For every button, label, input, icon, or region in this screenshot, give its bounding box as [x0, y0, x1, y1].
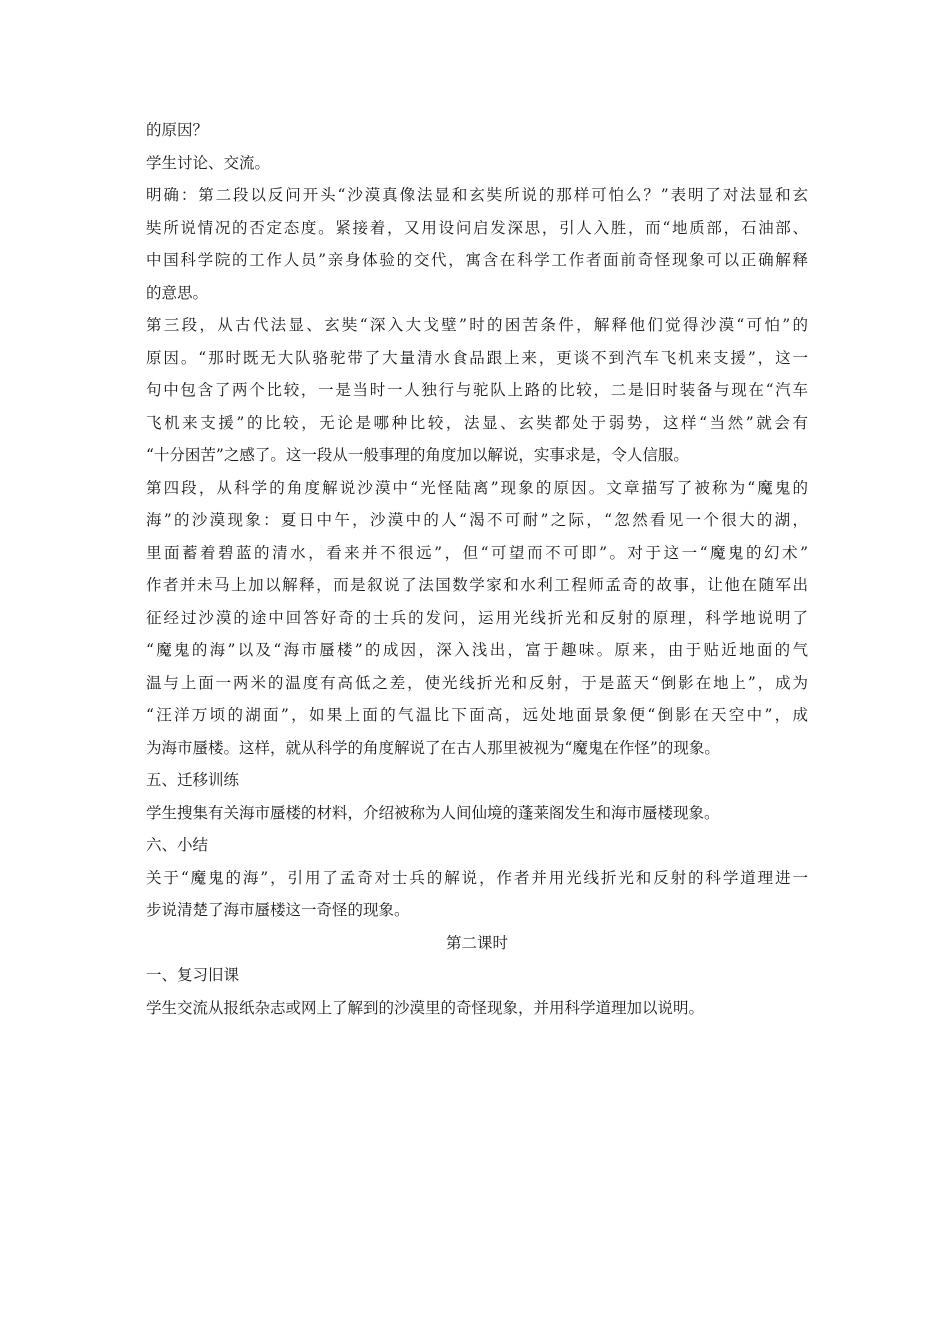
document-body — [146, 114, 808, 1024]
lesson-title: 第二课时 — [445, 933, 508, 952]
text-line: 第三段，从古代法显、玄奘“深入大戈壁”时的困苦条件，解释他们觉得沙漠“可怕”的 — [146, 316, 808, 334]
text-line: 的原因？ — [146, 121, 209, 139]
text-line: 里面蓄着碧蓝的清水，看来并不很远”，但“可望而不可即”。对于这一“魔鬼的幻术” — [146, 543, 808, 562]
text-line: 海”的沙漠现象：夏日中午，沙漠中的人“渴不可耐”之际，“忽然看见一个很大的湖， — [146, 511, 808, 529]
text-line: 征经过沙漠的途中回答好奇的士兵的发问，运用光线折光和反射的原理，科学地说明了 — [146, 608, 808, 627]
text-line: “汪洋万顷的湖面”，如果上面的气温比下面高，远处地面景象便“倒影在天空中”，成 — [146, 706, 808, 724]
text-line: 的意思。 — [146, 283, 209, 302]
text-line: 明确：第二段以反问开头“沙漠真像法显和玄奘所说的那样可怕么？”表明了对法显和玄 — [146, 186, 808, 204]
text-line: 中国科学院的工作人员”亲身体验的交代，寓含在科学工作者面前奇怪现象可以正确解释 — [146, 251, 808, 269]
text-line: 飞机来支援”的比较，无论是哪种比较，法显、玄奘都处于弱势，这样“当然”就会有 — [146, 413, 808, 432]
section-heading: 六、小结 — [146, 836, 209, 854]
section-heading: 一、复习旧课 — [146, 966, 240, 984]
text-line: 奘所说情况的否定态度。紧接着，又用设问启发深思，引人入胜，而“地质部，石油部、 — [146, 218, 808, 237]
text-line: 学生搜集有关海市蜃楼的材料，介绍被称为人间仙境的蓬莱阁发生和海市蜃楼现象。 — [146, 803, 720, 822]
text-line: 学生交流从报纸杂志或网上了解到的沙漠里的奇怪现象，并用科学道理加以说明。 — [146, 998, 705, 1017]
text-line: 为海市蜃楼。这样，就从科学的角度解说了在古人那里被视为“魔鬼在作怪”的现象。 — [146, 738, 720, 757]
text-line: 第四段，从科学的角度解说沙漠中“光怪陆离”现象的原因。文章描写了被称为“魔鬼的 — [146, 478, 808, 497]
text-line: “十分困苦”之感了。这一段从一般事理的角度加以解说，实事求是，令人信服。 — [146, 446, 689, 464]
text-line: 学生讨论、交流。 — [146, 153, 271, 172]
text-line: 句中包含了两个比较，一是当时一人独行与驼队上路的比较，二是旧时装备与现在“汽车 — [146, 381, 808, 399]
text-line: 作者并未马上加以解释，而是叙说了法国数学家和水利工程师孟奇的故事，让他在随军出 — [146, 576, 808, 594]
text-line: 关于“魔鬼的海”，引用了孟奇对士兵的解说，作者并用光线折光和反射的科学道理进一 — [146, 868, 808, 887]
text-line: 原因。“那时既无大队骆驼带了大量清水食品跟上来，更谈不到汽车飞机来支援”，这一 — [146, 348, 808, 367]
text-line: 步说清楚了海市蜃楼这一奇怪的现象。 — [146, 901, 410, 919]
text-line: “魔鬼的海”以及“海市蜃楼”的成因，深入浅出，富于趣味。原来，由于贴近地面的气 — [146, 641, 808, 659]
section-heading: 五、迁移训练 — [146, 771, 240, 789]
text-line: 温与上面一两米的温度有高低之差，使光线折光和反射，于是蓝天“倒影在地上”，成为 — [146, 673, 808, 692]
